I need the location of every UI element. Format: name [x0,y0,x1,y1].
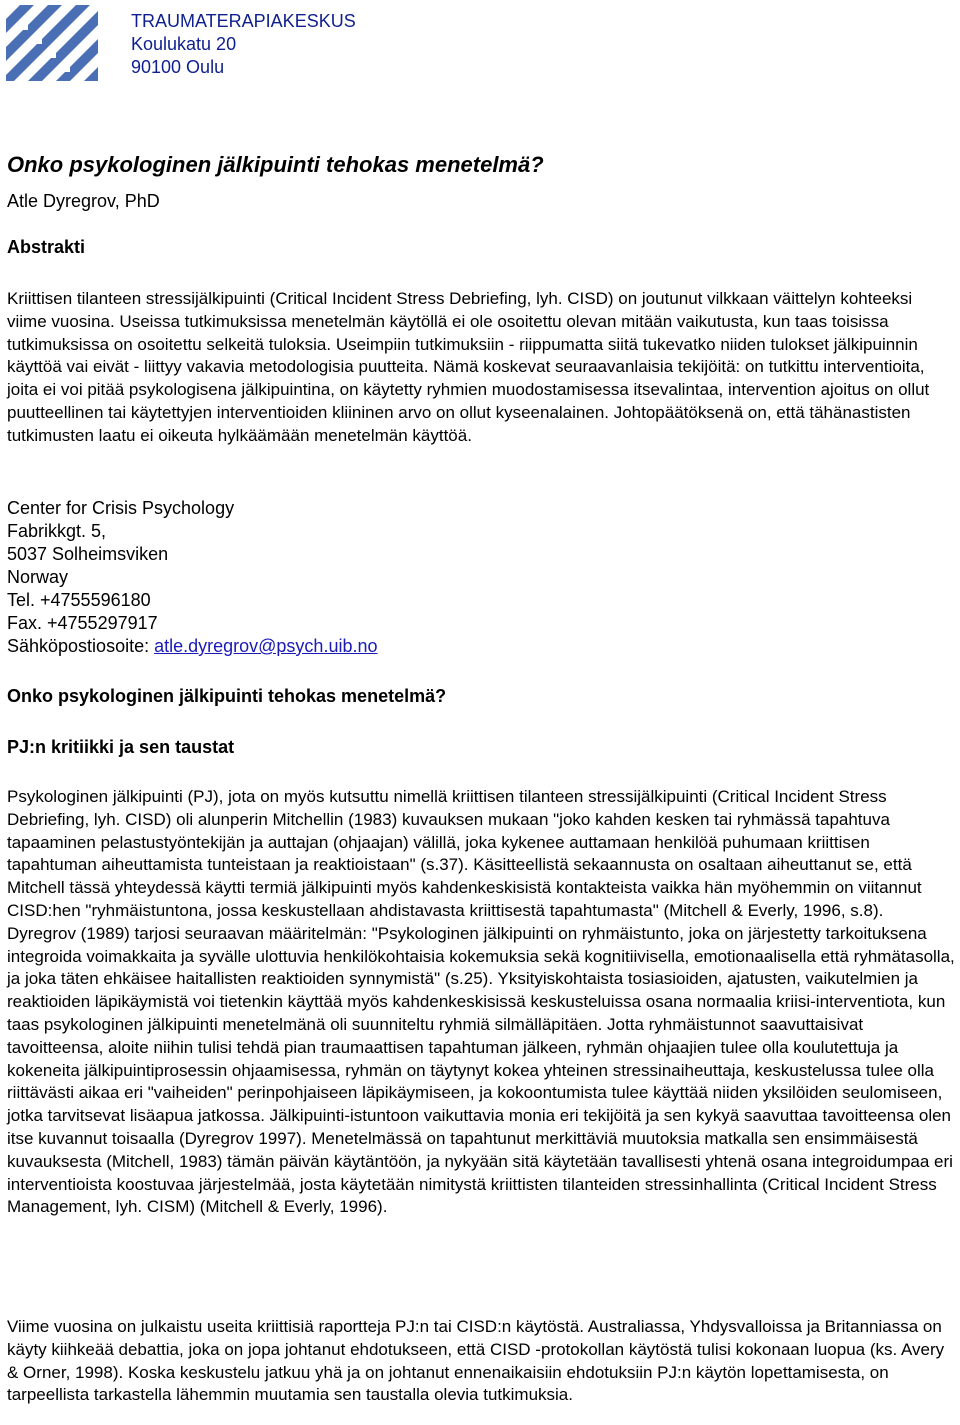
org-city: 90100 Oulu [131,57,225,77]
org-street: Koulukatu 20 [131,34,237,54]
contact-postal: 5037 Solheimsviken [7,544,169,564]
stairs-logo-icon [6,5,98,81]
section-heading-1: Onko psykologinen jälkipuinti tehokas menetelmä? [7,686,447,706]
organization-header [131,10,356,79]
contact-fax: Fax. +4755297917 [7,613,158,633]
org-name: TRAUMATERAPIAKESKUS [131,11,356,31]
section-heading-2: PJ:n kritiikki ja sen taustat [7,737,235,757]
contact-block [7,497,378,658]
email-label: Sähköpostiosoite: [7,636,155,656]
contact-country: Norway [7,567,69,587]
page-title: Onko psykologinen jälkipuinti tehokas menetelmä? [7,152,544,177]
contact-tel: Tel. +4755596180 [7,590,151,610]
body-paragraph-1: Psykologinen jälkipuinti (PJ), jota on myös kutsuttu nimellä kriittisen tilanteen stressijälkipuinti (Critical Incident Stress Debriefing, lyh. CISD) oli alunperin Mitchellin (1983) kuvauksen mukaan "joko kahden kesken tai ryhmässä tapahtuva tapaaminen pelastustyöntekijän ja auttajan (ohjaajan) välillä, joka kykenee auttamaan henkilöä puhumaan kriittisen tapahtuman aiheuttamista tunteistaan ja reaktioistaan" (s.37). Käsitteellistä sekaannusta on osaltaan aiheuttanut se, että Mitchell tässä yhteydessä käytti termiä jälkipuinti myös kahdenkeskisistä kontakteista vaikka hän myöhemmin on viitannut CISD:hen "ryhmäistuntona, jossa keskustellaan ahdistavasta kriittisestä tapahtumasta" (Mitchell & Everly, 1996, s.8). Dyregrov (1989) tarjosi seuraavan määritelmän: "Psykologinen jälkipuinti on ryhmäistunto, joka on järjestetty tarkoituksena integroida voimakkaita ja syvälle ulottuvia henkilökohtaisia kokemuksia sekä kognitiivisella, emotionaalisella että ryhmätasolla, ja joka täten ehkäisee haitallisten reaktioiden synnymistä" (s.25). Yksityiskohtaista tosiasioiden, ajatusten, vaikutelmien ja reaktioiden läpikäymistä voi tietenkin käyttää myös kahdenkeskisissä keskusteluissa osana normaalia kriisi-interventiota, kun taas psykologinen jälkipuinti menetelmänä oli suunniteltu ryhmiä silmälläpitäen. Jotta ryhmäistunnot saavuttaisivat tavoitteensa, aloite niihin tulisi tehdä pian traumaattisen tapahtuman jälkeen, ryhmän ohjaajien tulee olla koulutettuja ja kokeneita jälkipuintiprosessin ohjaamisessa, ryhmän on täytynyt kokea yhteinen stressinaiheuttaja, keskustelussa tulee olla riittävästi aikaa eri "vaiheiden" perinpohjaiseen läpikäymiseen, ja kokoontumista tulee käyttää niiden yksilöiden seulomiseen, jotka tarvitsevat lisäapua jatkossa. Jälkipuinti-istuntoon vaikuttavia monia eri tekijöitä ja sen kykyä saavuttaa tavoitteensa olen itse kuvannut toisaalla (Dyregrov 1997). Menetelmässä on tapahtunut merkittäviä muutoksia matkalla sen ensimmäisestä kuvauksesta (Mitchell, 1983) tämän päivän käytäntöön, ja nykyään sitä käytetään tavallisesti yhtenä osana integroidumpaa eri interventioista koostuvaa järjestelmää, josta käytetään nimitystä kriittisten tilanteiden stressinhallinta (Critical Incident Stress Management, lyh. CISM) (Mitchell & Everly, 1996). [7,787,955,1217]
abstract-text: Kriittisen tilanteen stressijälkipuinti (Critical Incident Stress Debriefing, lyh. CISD) on joutunut vilkkaan väittelyn kohteeksi viime vuosina. Useissa tutkimuksissa menetelmän käytöllä ei ole osoitettu olevan mitään vaikutusta, kun taas toisissa tutkimuksissa on osoitettu selkeitä tuloksia. Useimpiin tutkimuksiin - riippumatta siitä tukevatko niiden tulokset jälkipuinnin käyttöä vai eivät - liittyy vakavia metodologisia puutteita. Nämä koskevat seuraavanlaisia tekijöitä: on tutkittu interventioita, joita ei voi pitää psykologisena jälkipuintina, on käytetty ryhmien muodostamisessa itsevalintaa, intervention ajoitus on ollut puutteellinen tai käytettyjen interventioiden kliininen arvo on ollut kyseenalainen. Johtopäätöksenä on, että tähänastisten tutkimusten laatu ei oikeuta hylkäämään menetelmän käyttöä. [7,289,930,445]
abstract-heading: Abstrakti [7,237,86,257]
body-paragraph-2: Viime vuosina on julkaistu useita kriittisiä raportteja PJ:n tai CISD:n käytöstä. Australiassa, Yhdysvalloissa ja Britanniassa on käyty kiihkeää debattia, joka on jopa johtanut ehdotukseen, että CISD -protokollan käytöstä tulisi kokonaan luopua (ks. Avery & Orner, 1998). Koska keskustelu jatkuu yhä ja on johtanut ennenaikaisiin ehdotuksiin PJ:n käytön lopettamisesta, on tarpeellista tarkastella lähemmin muutamia sen taustalla olevia tutkimuksia. [7,1317,945,1405]
email-link[interactable]: atle.dyregrov@psych.uib.no [154,636,378,656]
contact-org: Center for Crisis Psychology [7,498,235,518]
author: Atle Dyregrov, PhD [7,191,160,211]
contact-email-row [7,635,378,658]
contact-street: Fabrikkgt. 5, [7,521,107,541]
